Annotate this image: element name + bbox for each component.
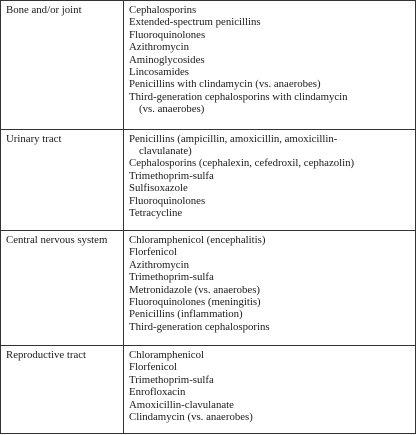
drug-cell <box>124 1 416 130</box>
drug-item: Third-generation cephalosporins with clindamycin <box>129 90 348 103</box>
drug-item: Penicillins (inflammation) <box>129 308 243 321</box>
drug-item: Penicillins (ampicillin, amoxicillin, amoxicillin- <box>129 132 338 145</box>
drug-item: Trimethoprim-sulfa <box>129 169 214 182</box>
drug-item: Florfenicol <box>129 246 177 259</box>
drug-item: Enrofloxacin <box>129 386 186 399</box>
drug-item: Penicillins with clindamycin (vs. anaerobes) <box>129 78 321 91</box>
site-label: Central nervous system <box>6 234 108 247</box>
site-label: Urinary tract <box>6 132 62 145</box>
drug-item: Metronidazole (vs. anaerobes) <box>129 283 261 296</box>
table-row <box>1 129 416 230</box>
drug-item-continuation: (vs. anaerobes) <box>139 103 205 116</box>
drug-item: Fluoroquinolones (meningitis) <box>129 296 261 309</box>
site-cell <box>1 1 124 130</box>
table-row <box>1 1 416 130</box>
site-cell <box>1 129 124 230</box>
site-cell <box>1 346 124 434</box>
drug-item: Azithromycin <box>129 41 189 54</box>
drug-item: Chloramphenicol (encephalitis) <box>129 234 266 247</box>
table-row <box>1 231 416 346</box>
drug-item-continuation: clavulanate) <box>139 144 192 157</box>
drug-item: Chloramphenicol <box>129 349 204 362</box>
drug-item: Tetracycline <box>129 207 183 220</box>
site-label: Reproductive tract <box>6 349 87 362</box>
drug-item: Extended-spectrum penicillins <box>129 16 261 29</box>
drug-item: Cephalosporins <box>129 4 197 16</box>
drug-cell <box>124 346 416 434</box>
drug-item: Cephalosporins (cephalexin, cefedroxil, cephazolin) <box>129 157 355 170</box>
drug-item: Trimethoprim-sulfa <box>129 271 214 284</box>
drug-item: Lincosamides <box>129 66 189 79</box>
drug-item: Trimethoprim-sulfa <box>129 373 214 386</box>
drug-item: Clindamycin (vs. anaerobes) <box>129 411 253 424</box>
site-cell <box>1 231 124 346</box>
drug-cell <box>124 231 416 346</box>
drug-item: Amoxicillin-clavulanate <box>129 398 234 411</box>
site-label: Bone and/or joint <box>6 4 82 16</box>
drug-item: Sulfisoxazole <box>129 182 188 195</box>
drug-item: Third-generation cephalosporins <box>129 320 270 333</box>
drug-item: Florfenicol <box>129 361 177 374</box>
drug-item: Azithromycin <box>129 258 189 271</box>
drug-cell <box>124 129 416 230</box>
table-row <box>1 346 416 434</box>
drug-item: Aminoglycosides <box>129 53 205 66</box>
drug-item: Fluoroquinolones <box>129 28 206 41</box>
drug-item: Fluoroquinolones <box>129 194 206 207</box>
